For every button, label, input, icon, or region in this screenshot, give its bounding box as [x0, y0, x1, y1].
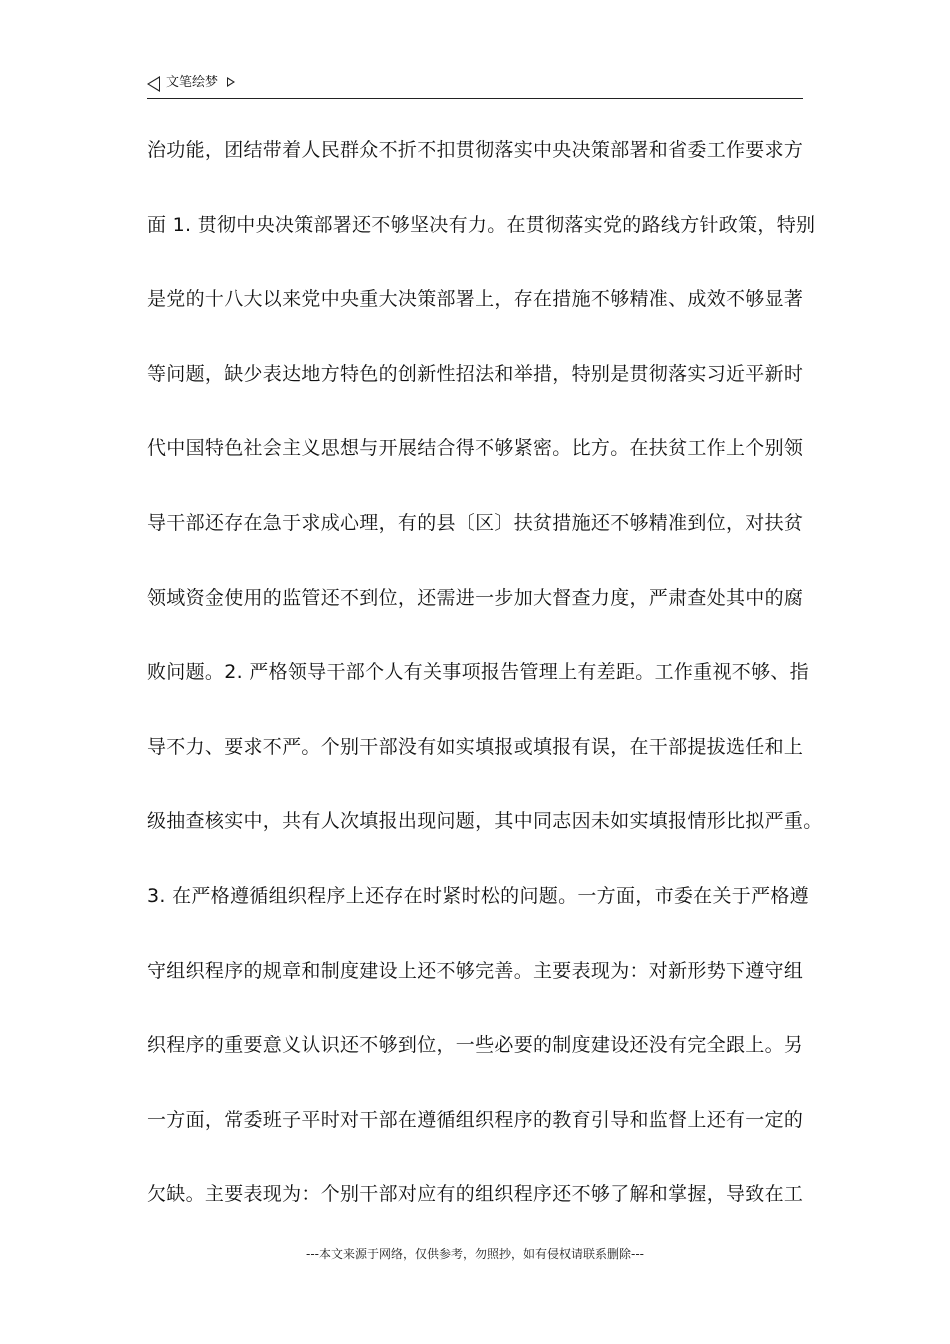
- body-line: 一方面，常委班子平时对干部在遵循组织程序的教育引导和监督上还有一定的: [147, 1108, 804, 1131]
- body-line: 欠缺。主要表现为：个别干部对应有的组织程序还不够了解和掌握，导致在工: [147, 1183, 804, 1206]
- body-line: 代中国特色社会主义思想与开展结合得不够紧密。比方。在扶贫工作上个别领: [147, 437, 804, 460]
- body-line: 败问题。2. 严格领导干部个人有关事项报告管理上有差距。工作重视不够、指: [147, 661, 809, 684]
- body-line: 面 1. 贯彻中央决策部署还不够坚决有力。在贯彻落实党的路线方针政策，特别: [147, 213, 816, 236]
- body-line: 领域资金使用的监管还不到位，还需进一步加大督查力度，严肃查处其中的腐: [147, 586, 804, 609]
- body-line: 守组织程序的规章和制度建设上还不够完善。主要表现为：对新形势下遵守组: [147, 959, 804, 982]
- body-line: 织程序的重要意义认识还不够到位，一些必要的制度建设还没有完全跟上。另: [147, 1034, 804, 1057]
- right-triangle-icon: [227, 77, 235, 87]
- footer-disclaimer: ---本文来源于网络，仅供参考，勿照抄，如有侵权请联系删除---: [306, 1247, 644, 1261]
- body-line: 治功能，团结带着人民群众不折不扣贯彻落实中央决策部署和省委工作要求方: [147, 139, 804, 161]
- header-title: 文笔绘梦: [166, 75, 219, 90]
- body-line: 3. 在严格遵循组织程序上还存在时紧时松的问题。一方面，市委在关于严格遵: [147, 884, 809, 907]
- left-triangle-icon: [147, 76, 160, 92]
- body-line: 级抽查核实中，共有人次填报出现问题，其中同志因未如实填报情形比拟严重。: [147, 810, 823, 833]
- page-header: [147, 72, 803, 99]
- body-line: 等问题，缺少表达地方特色的创新性招法和举措，特别是贯彻落实习近平新时: [147, 362, 804, 385]
- document-body: [147, 130, 823, 1249]
- body-line: 导不力、要求不严。个别干部没有如实填报或填报有误，在干部提拔选任和上: [147, 735, 804, 758]
- body-line: 是党的十八大以来党中央重大决策部署上，存在措施不够精准、成效不够显著: [147, 288, 804, 311]
- body-line: 导干部还存在急于求成心理，有的县〔区〕扶贫措施还不够精准到位，对扶贫: [147, 511, 804, 534]
